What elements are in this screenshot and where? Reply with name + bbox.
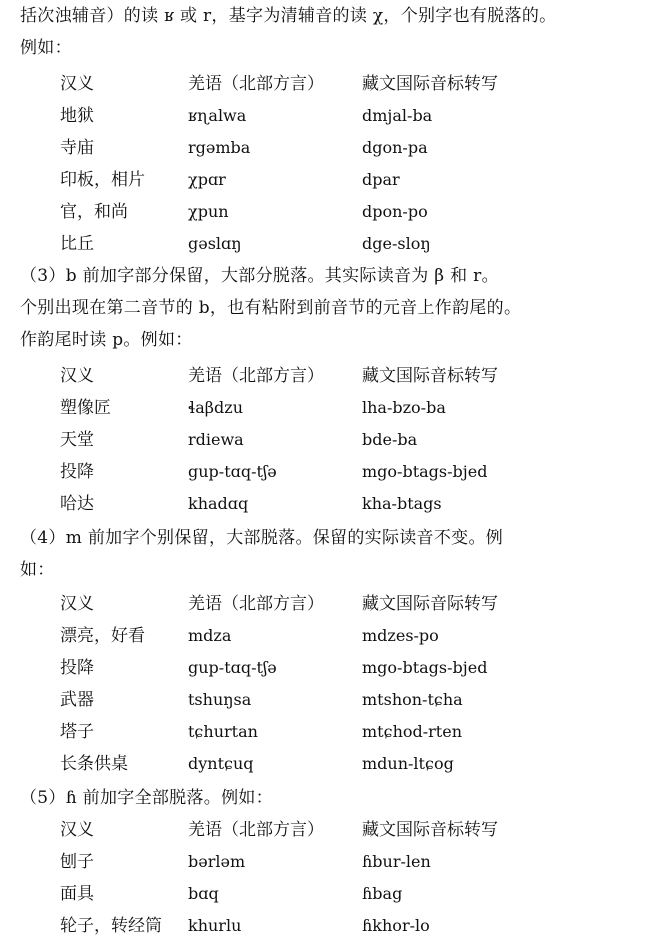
table-row	[0, 100, 672, 132]
header-chinese: 汉义	[60, 74, 94, 94]
cell-qiang: gəslɑŋ	[188, 234, 242, 253]
cell-tibetan: ɦkhor-lo	[362, 916, 430, 935]
cell-qiang: χpɑr	[188, 170, 226, 189]
table-header-row	[0, 360, 672, 392]
intro-line: 例如：	[20, 38, 72, 58]
paragraph-line: （3）b 前加字部分保留，大部分脱落。其实际读音为 β 和 r。	[20, 266, 499, 286]
cell-qiang: bərləm	[188, 852, 246, 871]
cell-qiang: bɑq	[188, 884, 219, 903]
table-row	[0, 488, 672, 520]
cell-qiang: dyntɕuq	[188, 754, 254, 773]
table-row	[0, 424, 672, 456]
cell-qiang: tshuŋsa	[188, 690, 252, 709]
cell-qiang: rgəmba	[188, 138, 251, 157]
cell-chinese: 投降	[60, 462, 94, 482]
cell-chinese: 地狱	[60, 106, 94, 126]
intro-line: 括次浊辅音）的读 ʁ 或 r，基字为清辅音的读 χ，个别字也有脱落的。	[20, 6, 557, 26]
cell-tibetan: kha-btags	[362, 494, 442, 513]
section-5-paragraph	[20, 782, 660, 814]
header-qiang: 羌语（北部方言）	[188, 74, 324, 94]
table-header-row	[0, 814, 672, 846]
cell-tibetan: dge-sloŋ	[362, 234, 431, 253]
table-row	[0, 132, 672, 164]
table-header-row	[0, 68, 672, 100]
table-section-2	[0, 68, 672, 260]
cell-tibetan: dmjal-ba	[362, 106, 433, 125]
table-section-5	[0, 814, 672, 942]
cell-qiang: gup-tɑq-tʃə	[188, 462, 277, 481]
section-4-paragraph	[20, 522, 660, 586]
cell-chinese: 武器	[60, 690, 94, 710]
cell-chinese: 投降	[60, 658, 94, 678]
table-row	[0, 652, 672, 684]
header-chinese: 汉义	[60, 366, 94, 386]
cell-tibetan: dpar	[362, 170, 400, 189]
cell-tibetan: mtshon-tɕha	[362, 690, 463, 709]
cell-chinese: 寺庙	[60, 138, 94, 158]
table-row	[0, 620, 672, 652]
cell-tibetan: lha-bzo-ba	[362, 398, 446, 417]
header-chinese: 汉义	[60, 594, 94, 614]
cell-tibetan: dgon-pa	[362, 138, 428, 157]
cell-chinese: 漂亮，好看	[60, 626, 145, 646]
table-row	[0, 878, 672, 910]
cell-chinese: 面具	[60, 884, 94, 904]
cell-tibetan: mgo-btags-bjed	[362, 462, 488, 481]
cell-qiang: tɕhurtan	[188, 722, 258, 741]
header-tibetan: 藏文国际音标转写	[362, 366, 498, 386]
cell-chinese: 塔子	[60, 722, 94, 742]
paragraph-line: 如：	[20, 560, 55, 580]
cell-tibetan: ɦbag	[362, 884, 403, 903]
table-row	[0, 456, 672, 488]
cell-qiang: khadɑq	[188, 494, 249, 513]
table-row	[0, 164, 672, 196]
cell-chinese: 轮子，转经筒	[60, 916, 162, 936]
cell-chinese: 官，和尚	[60, 202, 128, 222]
table-row	[0, 748, 672, 780]
cell-chinese: 比丘	[60, 234, 94, 254]
cell-tibetan: mdzes-po	[362, 626, 439, 645]
header-tibetan: 藏文国际音标转写	[362, 820, 498, 840]
cell-qiang: gup-tɑq-tʃə	[188, 658, 277, 677]
table-row	[0, 910, 672, 942]
cell-chinese: 长条供桌	[60, 754, 128, 774]
table-row	[0, 196, 672, 228]
header-qiang: 羌语（北部方言）	[188, 820, 324, 840]
header-qiang: 羌语（北部方言）	[188, 366, 324, 386]
table-row	[0, 392, 672, 424]
cell-chinese: 印板，相片	[60, 170, 145, 190]
cell-qiang: mdza	[188, 626, 232, 645]
cell-chinese: 天堂	[60, 430, 94, 450]
cell-chinese: 哈达	[60, 494, 94, 514]
cell-qiang: rdiewa	[188, 430, 244, 449]
table-row	[0, 846, 672, 878]
cell-tibetan: mgo-btags-bjed	[362, 658, 488, 677]
paragraph-line: （4）m 前加字个别保留，大部脱落。保留的实际读音不变。例	[20, 528, 504, 548]
header-tibetan: 藏文国际音标转写	[362, 74, 498, 94]
table-header-row	[0, 588, 672, 620]
table-row	[0, 684, 672, 716]
cell-qiang: ʁɳalwa	[188, 106, 247, 125]
cell-tibetan: mtɕhod-rten	[362, 722, 462, 741]
section-3-paragraph	[20, 260, 660, 356]
table-section-4	[0, 588, 672, 780]
cell-tibetan: mdun-ltɕog	[362, 754, 454, 773]
table-section-3	[0, 360, 672, 520]
cell-tibetan: ɦbur-len	[362, 852, 431, 871]
cell-chinese: 塑像匠	[60, 398, 111, 418]
cell-tibetan: bde-ba	[362, 430, 418, 449]
table-row	[0, 228, 672, 260]
cell-qiang: khurlu	[188, 916, 242, 935]
paragraph-line: （5）ɦ 前加字全部脱落。例如：	[20, 788, 273, 808]
cell-tibetan: dpon-po	[362, 202, 428, 221]
header-chinese: 汉义	[60, 820, 94, 840]
cell-qiang: ɬaβdzu	[188, 398, 244, 417]
table-row	[0, 716, 672, 748]
cell-chinese: 刨子	[60, 852, 94, 872]
header-tibetan: 藏文国际音际转写	[362, 594, 498, 614]
header-qiang: 羌语（北部方言）	[188, 594, 324, 614]
paragraph-line: 作韵尾时读 p。例如：	[20, 330, 193, 350]
intro-paragraph	[20, 0, 660, 64]
paragraph-line: 个别出现在第二音节的 b，也有粘附到前音节的元音上作韵尾的。	[20, 298, 522, 318]
cell-qiang: χpun	[188, 202, 229, 221]
